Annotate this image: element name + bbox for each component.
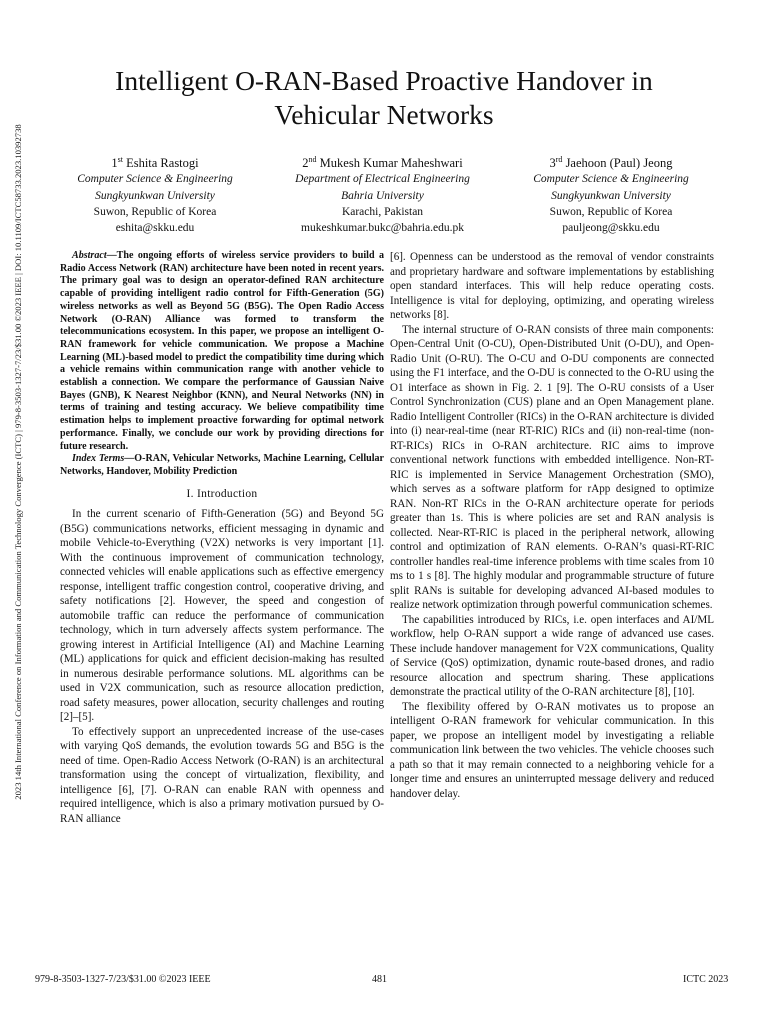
author-2-dept: Department of Electrical Engineering bbox=[295, 173, 470, 186]
author-3-email: pauljeong@skku.edu bbox=[562, 222, 660, 235]
author-3-location: Suwon, Republic of Korea bbox=[549, 206, 673, 219]
author-1-location: Suwon, Republic of Korea bbox=[93, 206, 217, 219]
author-1-dept: Computer Science & Engineering bbox=[77, 173, 233, 186]
index-terms bbox=[60, 453, 384, 478]
author-3-name: Jaehoon (Paul) Jeong bbox=[565, 156, 673, 171]
author-3-dept: Computer Science & Engineering bbox=[533, 173, 689, 186]
page-number: 481 bbox=[372, 974, 387, 985]
index-terms-text: —O-RAN, Vehicular Networks, Machine Learning, Cellular Networks, Handover, Mobility Prediction bbox=[60, 453, 384, 477]
title-line-1: Intelligent O-RAN-Based Proactive Handover in bbox=[115, 65, 653, 96]
right-paragraph-3: The capabilities introduced by RICs, i.e. open interfaces and AI/ML workflow, help O-RAN support a wide range of advanced use cases. These include handover management for V2X communications, Quality of Service (QoS) optimization, dynamic route-based drones, and radio resource allocation and spectrum sharing. These applications demonstrate the practical utility of the O-RAN architecture [8], [10]. bbox=[390, 613, 714, 698]
author-2 bbox=[265, 152, 500, 237]
footer-conference: ICTC 2023 bbox=[683, 974, 729, 985]
title-line-2: Vehicular Networks bbox=[274, 99, 494, 130]
section-heading: I. Introduction bbox=[186, 487, 258, 500]
right-paragraph-1: [6]. Openness can be understood as the removal of vendor constraints and proprietary hardware and software implementations by establishing open standard interfaces. This will help reduce operating costs. Intelligence is vital for deploying, optimizing, and operating wireless networks [8]. bbox=[390, 251, 714, 321]
author-2-location: Karachi, Pakistan bbox=[341, 206, 424, 219]
index-terms-label: Index Terms bbox=[72, 453, 125, 465]
author-3-sup: rd bbox=[555, 155, 563, 164]
left-paragraph-2: To effectively support an unprecedented increase of the use-cases with varying QoS demands, the evolution towards 5G and B5G is the need of time. Open-Radio Access Network (O-RAN) is an architectural transformation using the concept of virtualization, flexibility, and intelligence [6], [7]. O-RAN can enable RAN with openness and required intelligence, which is also a primary motivation pursued by O-RAN alliance bbox=[60, 725, 384, 825]
author-2-ordinal: 2 bbox=[302, 156, 309, 171]
author-2-email: mukeshkumar.bukc@bahria.edu.pk bbox=[301, 222, 464, 235]
author-1-univ: Sungkyunkwan University bbox=[95, 189, 215, 202]
left-paragraph-1: In the current scenario of Fifth-Generation (5G) and Beyond 5G (B5G) communications networks, efficient messaging in dynamic and mobile Vehicle-to-Everything (V2X) networks is very important [1]. With the continuous improvement of communication technology, connected vehicles will enable applications such as effective emergency response, intelligent traffic congestion control, cooperative driving, and safety notifications [2]. However, the speed and congestion of automobile traffic can reduce the performance of communication technology, which in turn adversely affects system performance. The growing interest in Artificial Intelligence (AI) and Machine Learning (ML) applications for quick and efficient decision-making has resulted in numerous desirable performance solutions. ML algorithms can be used in V2X communication, such as resource allocation prediction, road safety measures, power allocation, security challenges and routing [2]–[5]. bbox=[60, 508, 384, 724]
author-1-ordinal: 1 bbox=[111, 156, 118, 171]
abstract bbox=[60, 250, 384, 453]
author-1 bbox=[40, 152, 270, 237]
right-paragraph-4: The flexibility offered by O-RAN motivates us to propose an intelligent O-RAN framework for vehicular communication. In this paper, we propose an intelligent model by investigating a reliable communication link between the two vehicles. The vehicle chooses such a path so that it may remain connected to a neighboring vehicle for a longer time and ensures an uninterrupted message delivery and reduced handover delay. bbox=[390, 700, 714, 800]
paper-title bbox=[40, 64, 728, 132]
right-paragraph-2: The internal structure of O-RAN consists of three main components: Open-Central Unit (O-CU), Open-Distributed Unit (O-DU), and Open-Radio Unit (O-RU). The O-CU and O-DU components are connected using the F1 interface, and the O-DU is connected to the O-RU using the O1 interface as shown in Fig. 2. 1 [9]. The O-RU consists of a User Control Synchronization (CUS) plane and an Open Management plane. Radio Intelligent Controller (RICs) in the O-RAN architecture is divided into (i) near-real-time (near RT-RIC) RICs and (ii) non-real-time (non-RT-RICs) RICs in O-RAN architecture. RIC aims to improve conventional network functions with embedded intelligence. Non-RT-RIC is implemented in Service Management Orchestration (SMO), which serves as a software platform for rApp designed to optimize RAN. Non-RT RICs in the O-RAN architecture operate for periods greater than 1s. This is where policies are set and RAN analysis is collected. Near-RT-RIC is placed in the peripheral network, allowing control and optimization of RAN elements. O-RAN’s quasi-RT-RIC controller handles real-time inference problems with time scales from 10 ms to 1 s [8]. The highly modular and programmable structure of future split RANs is suitable for developing advanced AI-based modules to realize network optimization through powerful communication schemes. bbox=[390, 323, 714, 611]
author-1-email: eshita@skku.edu bbox=[115, 222, 195, 235]
author-2-name: Mukesh Kumar Maheshwari bbox=[319, 156, 463, 171]
author-2-sup: nd bbox=[308, 155, 317, 164]
footer-copyright: 979-8-3503-1327-7/23/$31.00 ©2023 IEEE bbox=[35, 974, 211, 985]
author-3-ordinal: 3 bbox=[549, 156, 556, 171]
doi-sidebar: 2023 14th International Conference on Information and Communication Technology Convergence (ICTC) | 979-8-3503-1327-7/23/$31.00 ©2023 IEEE | DOI: 10.1109/ICTC58733.2023.10392738 bbox=[13, 124, 23, 800]
author-3 bbox=[495, 152, 727, 237]
author-block bbox=[40, 152, 728, 242]
author-3-univ: Sungkyunkwan University bbox=[551, 189, 671, 202]
author-2-univ: Bahria University bbox=[341, 189, 424, 202]
left-column bbox=[60, 250, 384, 826]
abstract-label: Abstract bbox=[72, 250, 107, 261]
abstract-text: —The ongoing efforts of wireless service providers to build a Radio Access Network (RAN) architecture have been noted in recent years. The primary goal was to design an operator-defined RAN architecture capable of providing intelligent radio control for Fifth-Generation (5G) wireless networks as well as Beyond 5G (B5G). The Open Radio Access Network (O-RAN) Alliance was formed to transform the telecommunications ecosystem. In this paper, we propose an intelligent O-RAN framework for vehicle communication. We propose a Machine Learning (ML)-based model to predict the compatibility time during which a vehicle remains within communication range with another vehicle to establish a connection. We compare the performance of Gaussian Naive Bayes (GNB), K Nearest Neighbor (KNN), and Neural Networks (NN) in terms of training and testing accuracy. We believe compatibility time estimation helps to implement proactive forwarding for optimal network performance. Finally, we conclude our work by providing directions for future research. bbox=[60, 250, 384, 452]
author-1-name: Eshita Rastogi bbox=[126, 156, 199, 171]
author-1-sup: st bbox=[117, 155, 123, 164]
right-column bbox=[390, 250, 714, 801]
